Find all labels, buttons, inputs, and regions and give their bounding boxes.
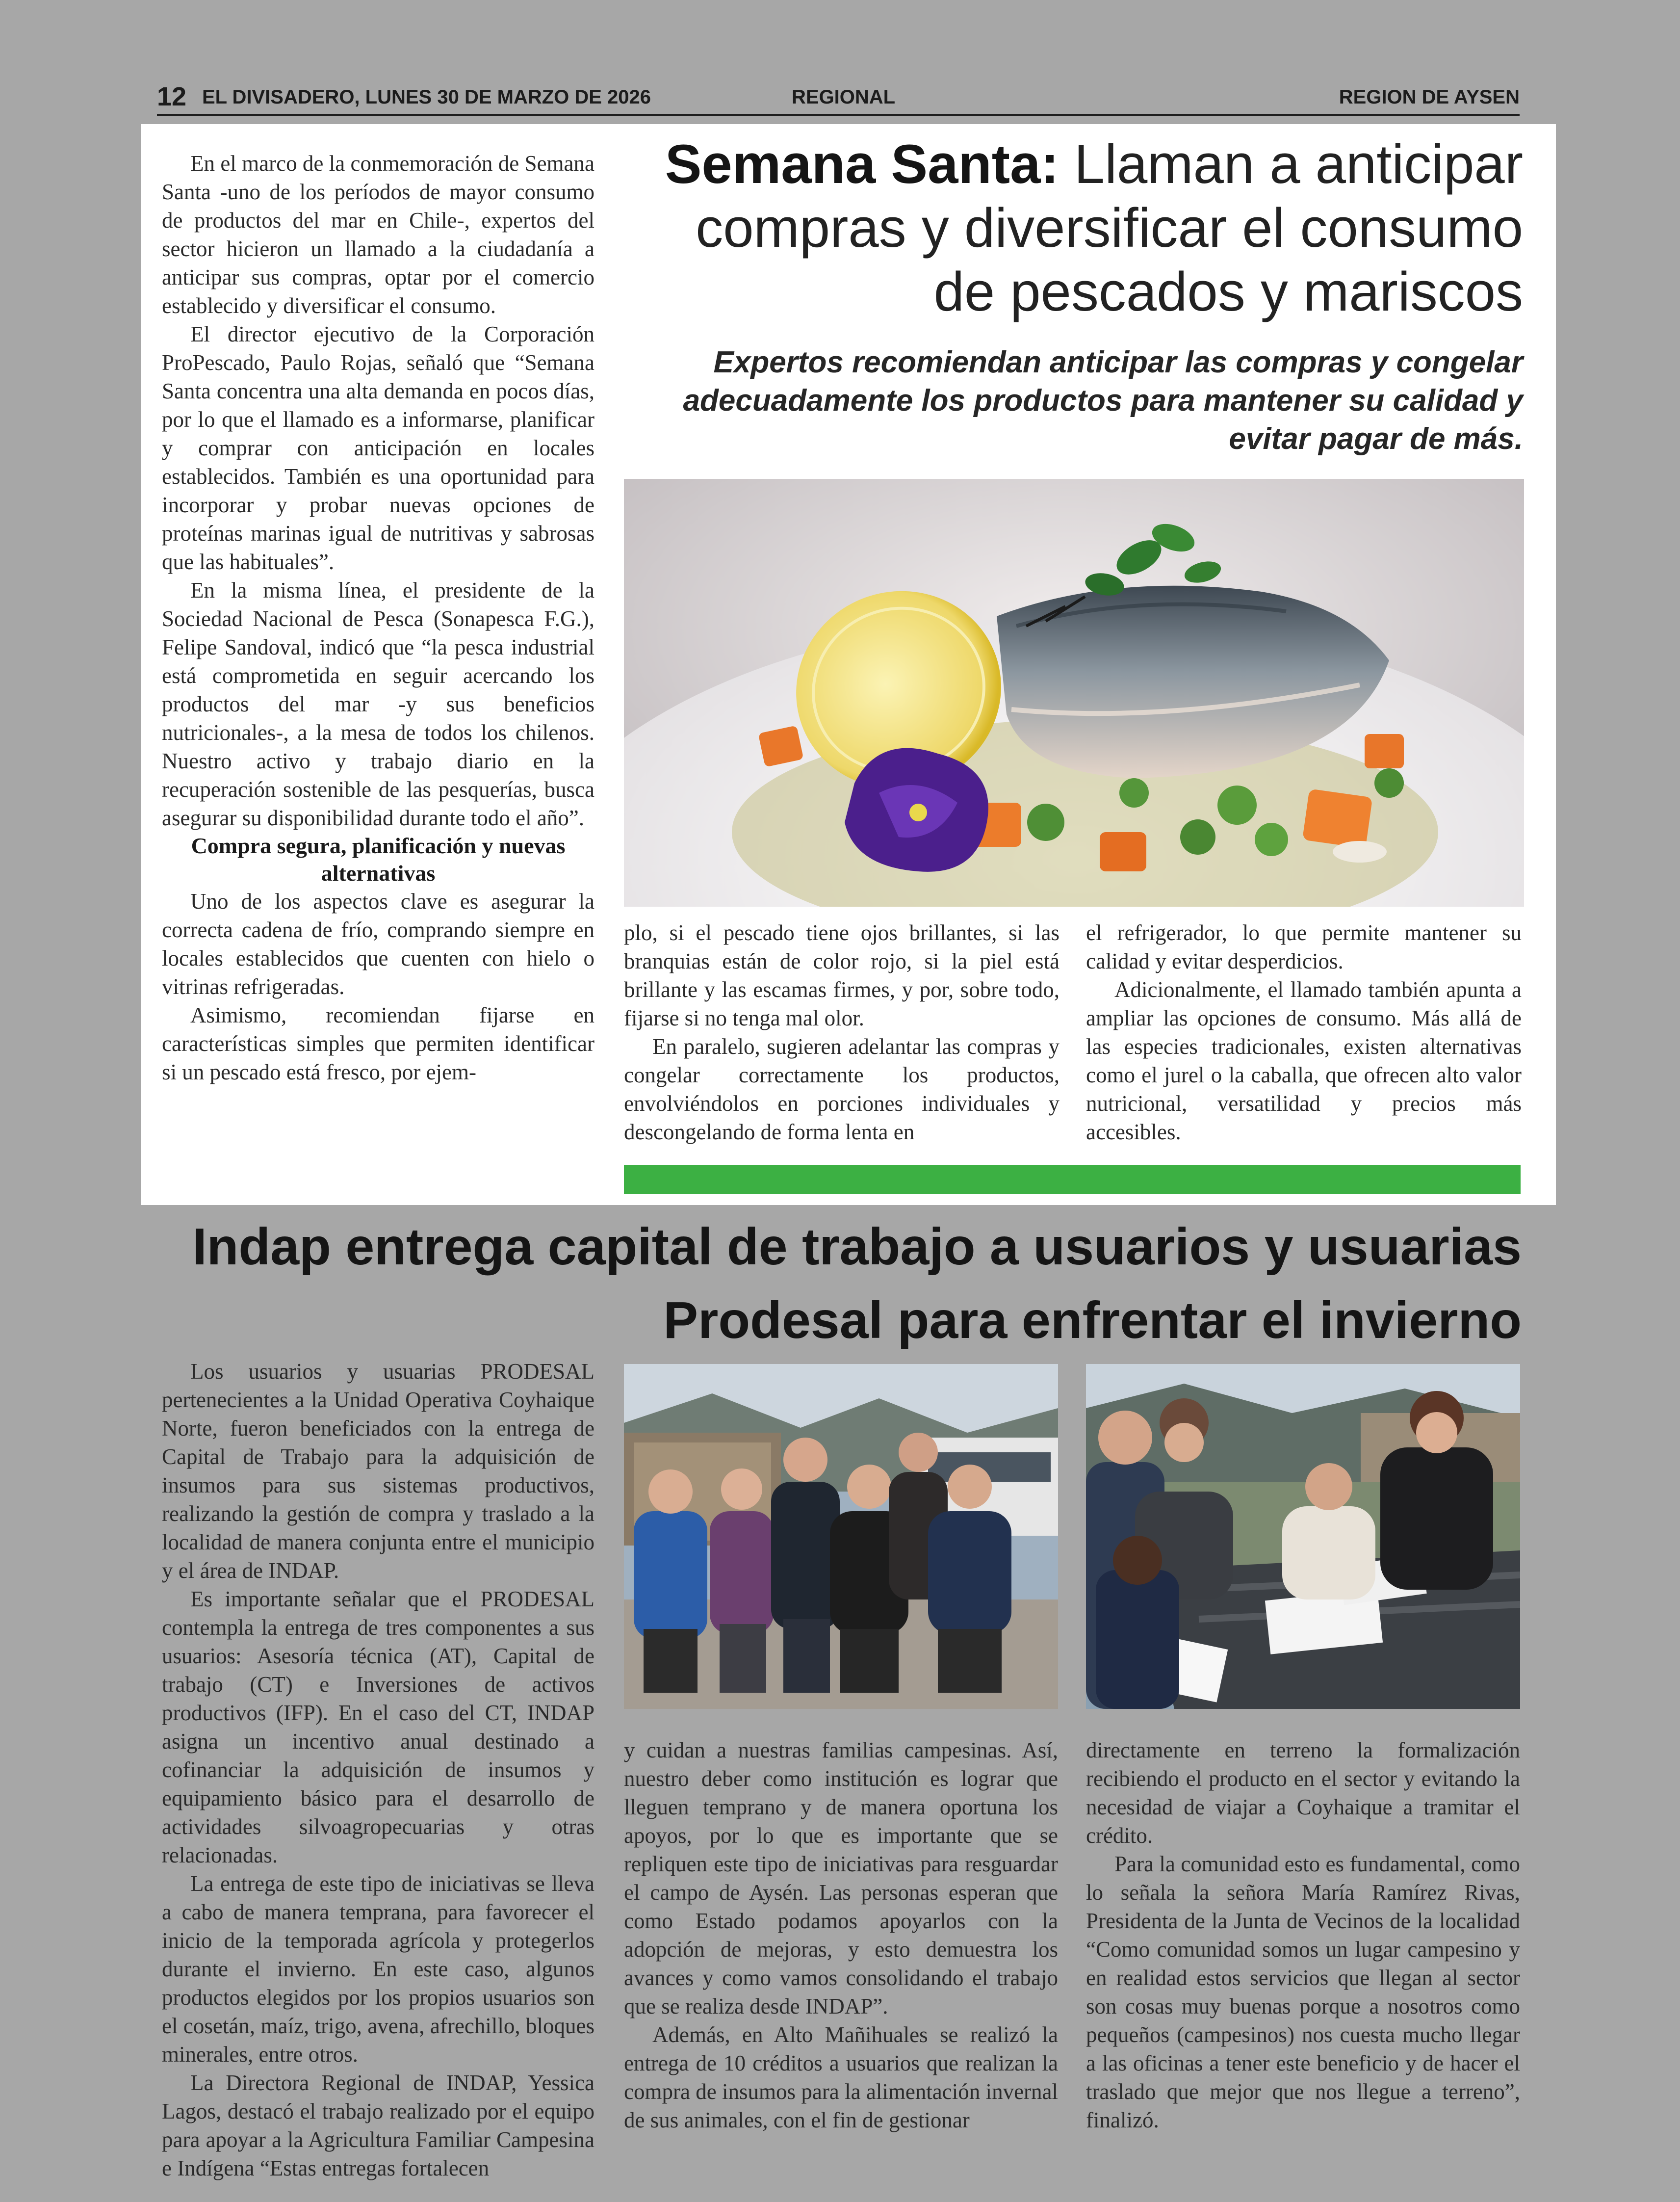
section-label: REGIONAL (792, 86, 896, 108)
article1-column-2 (624, 918, 1060, 1146)
paragraph: La entrega de este tipo de iniciativas se lleva a cabo de manera temprana, para favorecer el inicio de la temporada agrícola y protegerlos durante el invierno. En este caso, algunos productos elegidos por los propios usuarios son el cosetán, maíz, trigo, avena, afrechillo, bloques minerales, entre otros. (162, 1871, 594, 2067)
paragraph: En la misma línea, el presidente de la Sociedad Nacional de Pesca (Sonapesca F.G.), Felipe Sandoval, indicó que “la pesca industrial está comprometida en seguir acercando los productos del mar -y sus beneficios nutricionales-, a la mesa de todos los chilenos. Nuestro activo y trabajo diario en la recuperación sostenible de las pesquerías, busca asegurar su disponibilidad durante todo el año”. (162, 578, 594, 830)
page-number: 12 (157, 82, 187, 111)
article2-column-2 (624, 1736, 1058, 2134)
paragraph: y cuidan a nuestras familias campesinas. Así, nuestro deber como institución es lograr que lleguen temprano y de manera oportuna los apoyos, por lo que es importante que se repliquen este tipo de iniciativas para resguardar el campo de Aysén. Las personas esperan que como Estado podamos apoyarlos con la adopción de mejoras, y esto demuestra los avances y como vamos consolidando el trabajo que se realiza desde INDAP”. (624, 1738, 1058, 2018)
paragraph: La Directora Regional de INDAP, Yessica Lagos, destacó el trabajo realizado por el equipo para apoyar a la Agricultura Familiar Campesina e Indígena “Estas entregas fortalecen (162, 2071, 594, 2180)
paragraph: Los usuarios y usuarias PRODESAL pertenecientes a la Unidad Operativa Coyhaique Norte, fueron beneficiados con la entrega de Capital de Trabajo para la adquisición de insumos para sus sistemas productivos, realizando la gestión de compra y traslado a la localidad de manera conjunta entre el municipio y el área de INDAP. (162, 1359, 594, 1583)
article-subhead: Expertos recomiendan anticipar las compras y congelar adecuadamente los productos para mantener su calidad y evitar pagar de más. (683, 345, 1523, 456)
article-headline: Indap entrega capital de trabajo a usuarios y usuarias Prodesal para enfrentar el invierno (192, 1218, 1522, 1349)
article1-column-3 (1086, 918, 1522, 1146)
paper-date: EL DIVISADERO, LUNES 30 DE MARZO DE 2026 (202, 86, 651, 108)
paragraph: El director ejecutivo de la Corporación ProPescado, Paulo Rojas, señaló que “Semana Santa concentra una alta demanda en pocos días, por lo que el llamado es a informarse, planificar y comprar con anticipación en locales establecidos. También es una oportunidad para incorporar y probar nuevas opciones de proteínas marinas igual de nutritivas y sabrosas que las habituales”. (162, 322, 594, 574)
paragraph: Para la comunidad esto es fundamental, como lo señala la señora María Ramírez Rivas, Presidenta de la Junta de Vecinos de la localidad “Como comunidad somos un lugar campesino y en realidad estos servicios que llegan al sector son cosas muy buenas porque a nosotros como pequeños (campesinos) nos cuesta mucho llegar a las oficinas a tener este beneficio y de hacer el traslado que mejor que nos llegue a terreno”, finalizó. (1086, 1852, 1520, 2132)
region-label: REGION DE AYSEN (1339, 86, 1520, 108)
section-subtitle: Compra segura, planificación y nuevas alternativas (191, 833, 566, 886)
article2-column-3 (1086, 1736, 1520, 2134)
header-rule (157, 114, 1520, 116)
paragraph: Uno de los aspectos clave es asegurar la correcta cadena de frío, comprando siempre en locales establecidos que cuenten con hielo o vitrinas refrigeradas. (162, 889, 594, 999)
headline-lead: Semana Santa: (665, 133, 1059, 195)
paragraph: Adicionalmente, el llamado también apunta a ampliar las opciones de consumo. Más allá de las especies tradicionales, existen alternativas como el jurel o la caballa, que ofrecen alto valor nutricional, versatilidad y precios más accesibles. (1086, 977, 1522, 1144)
fish-dish-photo (624, 479, 1524, 907)
paragraph: plo, si el pescado tiene ojos brillantes, si las branquias están de color rojo, si la piel está brillante y las escamas firmes, y por, sobre todo, fijarse si no tenga mal olor. (624, 920, 1060, 1030)
article1-column-1 (162, 149, 594, 1086)
paragraph: Es importante señalar que el PRODESAL contempla la entrega de tres componentes a sus usuarios: Asesoría técnica (AT), Capital de trabajo (CT) e Inversiones de activos productivos (IFP). En el caso del CT, INDAP asigna un incentivo anual destinado a cofinanciar la adquisición de insumos y equipamiento básico para el desarrollo de actividades silvoagropecuarias y otras relacionadas. (162, 1587, 594, 1867)
article-headline (623, 132, 1523, 324)
paragraph: el refrigerador, lo que permite mantener su calidad y evitar desperdicios. (1086, 920, 1522, 973)
group-photo (624, 1364, 1058, 1709)
paragraph: En paralelo, sugieren adelantar las compras y congelar correctamente los productos, envolviéndolos en porciones individuales y descongelando de forma lenta en (624, 1034, 1060, 1144)
accent-bar (624, 1165, 1521, 1194)
article2-column-1 (162, 1357, 594, 2182)
paragraph: Asimismo, recomiendan fijarse en características simples que permiten identificar si un pescado está fresco, por ejem- (162, 1003, 594, 1084)
paragraph: Además, en Alto Mañihuales se realizó la entrega de 10 créditos a usuarios que realizan la compra de insumos para la alimentación invernal de sus animales, con el fin de gestionar (624, 2022, 1058, 2132)
paragraph: En el marco de la conmemoración de Semana Santa -uno de los períodos de mayor consumo de productos del mar en Chile-, expertos del sector hicieron un llamado a la ciudadanía a anticipar sus compras, optar por el comercio establecido y diversificar el consumo. (162, 151, 594, 318)
headline-rest: Llaman a anticipar compras y diversificar el consumo de pescados y mariscos (696, 133, 1523, 322)
document-signing-photo (1086, 1364, 1520, 1709)
paragraph: directamente en terreno la formalización recibiendo el producto en el sector y evitando la necesidad de viajar a Coyhaique a tramitar el crédito. (1086, 1738, 1520, 1848)
